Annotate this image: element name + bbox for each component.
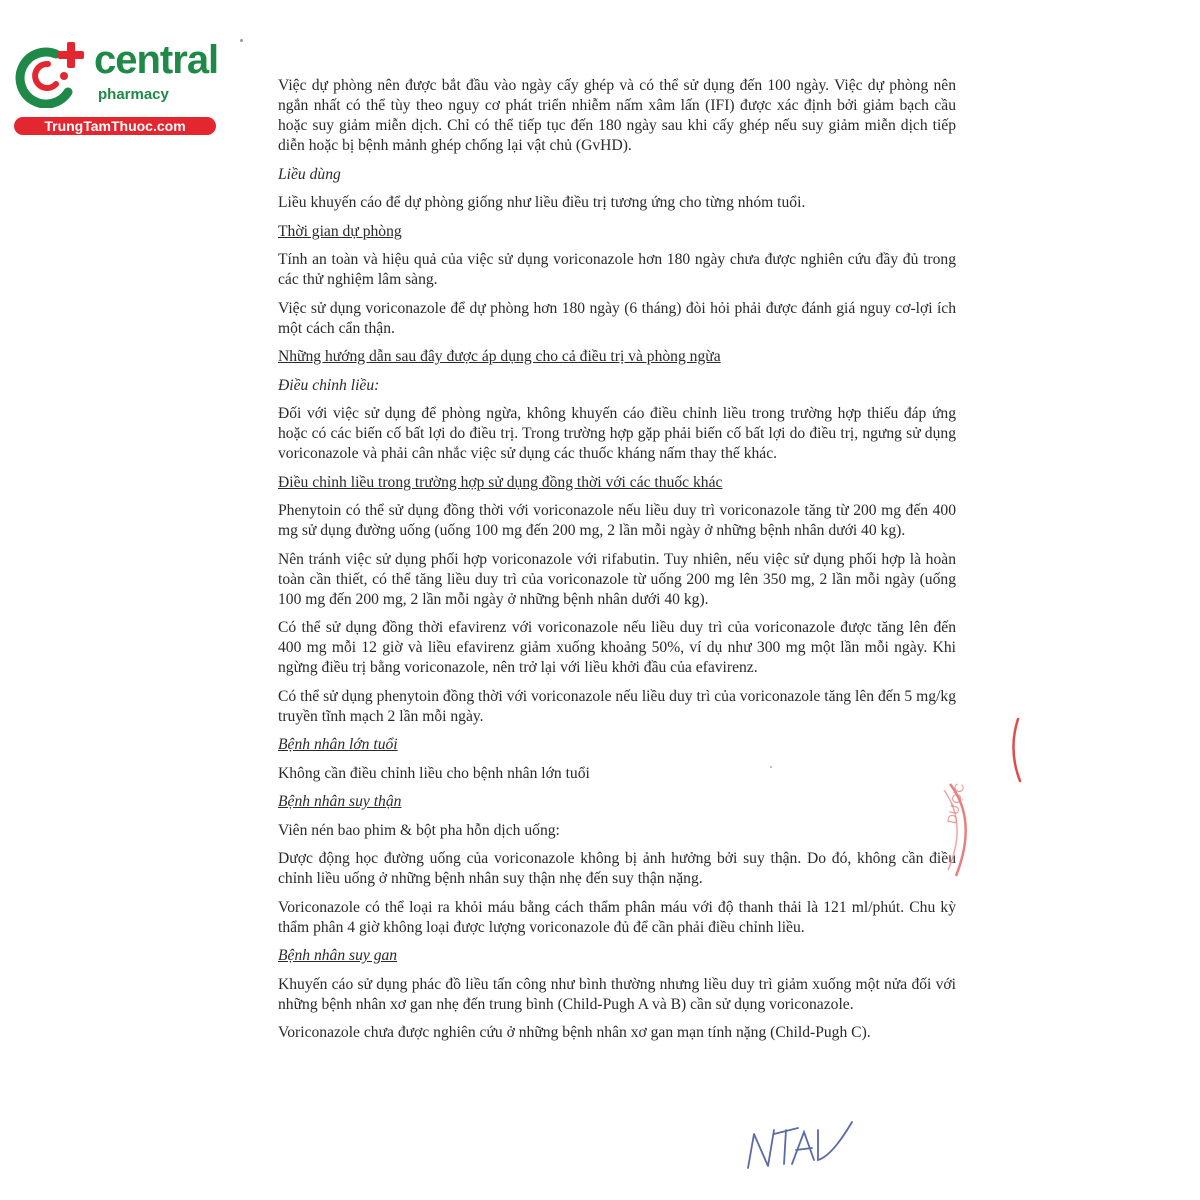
logo-subtitle: pharmacy (98, 86, 169, 103)
section-heading: Thời gian dự phòng (278, 222, 402, 240)
section-heading: Điều chỉnh liều: (278, 376, 380, 394)
paragraph: Khuyến cáo sử dụng phác đồ liều tấn công như bình thường nhưng liều duy trì giảm xuống một nửa đối với những bệnh nhân xơ gan nhẹ đến trung bình (Child-Pugh A và B) cần sử dụng voriconazole. (278, 975, 956, 1013)
document-body (278, 76, 956, 1052)
paragraph: Nên tránh việc sử dụng phối hợp voriconazole với rifabutin. Tuy nhiên, nếu việc sử dụng phối hợp là hoàn toàn cần thiết, có thể tăng liều duy trì của voriconazole từ uống 200 mg lên 350 mg, 2 lần mỗi ngày (uống 100 mg đến 200 mg, 2 lần mỗi ngày ở những bệnh nhân dưới 40 kg). (278, 550, 956, 608)
paragraph: Voriconazole có thể loại ra khỏi máu bằng cách thẩm phân máu với độ thanh thải là 121 ml/phút. Chu kỳ thẩm phân 4 giờ không loại được lượng voriconazole đủ để cần phải điều chỉnh liều. (278, 898, 956, 936)
pharmacy-cross-icon (12, 40, 88, 108)
stamp-partial-text: DƯỢC (944, 781, 968, 826)
paragraph: Dược động học đường uống của voriconazole không bị ảnh hưởng bởi suy thận. Do đó, không cần điều chỉnh liều uống ở những bệnh nhân suy thận nhẹ đến suy thận nặng. (278, 850, 956, 887)
paragraph: Đối với việc sử dụng để phòng ngừa, không khuyến cáo điều chỉnh liều trong trường hợp thiếu đáp ứng hoặc có các biến cố bất lợi do điều trị. Trong trường hợp gặp phải biến cố bất lợi do điều trị, ngưng sử dụng voriconazole và phải cân nhắc việc sử dụng các thuốc kháng nấm thay thế khác. (278, 405, 956, 462)
section-heading: Những hướng dẫn sau đây được áp dụng cho cả điều trị và phòng ngừa (278, 348, 721, 365)
paragraph: Tính an toàn và hiệu quả của việc sử dụng voriconazole hơn 180 ngày chưa được nghiên cứu đầy đủ trong các thử nghiệm lâm sàng. (278, 251, 956, 288)
paragraph: Có thể sử dụng phenytoin đồng thời với voriconazole nếu liều duy trì của voriconazole tăng lên đến 5 mg/kg truyền tĩnh mạch 2 lần mỗi ngày. (278, 687, 956, 725)
section-heading: Liều dùng (278, 165, 341, 183)
paragraph: Việc dự phòng nên được bắt đầu vào ngày cấy ghép và có thể sử dụng đến 100 ngày. Việc dự phòng nên ngắn nhất có thể tùy theo nguy cơ phát triển nhiễm nấm xâm lấn (IFI) được xác định bởi giảm bạch cầu hoặc suy giảm miễn dịch. Chỉ có thể tiếp tục đến 180 ngày sau khi cấy ghép nếu suy giảm miễn dịch tiếp diễn hoặc bị bệnh mảnh ghép chống lại vật chủ (GvHD). (278, 77, 956, 154)
paragraph: Không cần điều chỉnh liều cho bệnh nhân lớn tuổi (278, 764, 590, 782)
section-heading: Bệnh nhân suy gan (278, 947, 398, 964)
handwritten-signature (740, 1110, 860, 1180)
paragraph: Việc sử dụng voriconazole để dự phòng hơn 180 ngày (6 tháng) đòi hỏi phải được đánh giá nguy cơ-lợi ích một cách cẩn thận. (278, 299, 956, 337)
section-heading: Điều chỉnh liều trong trường hợp sử dụng đồng thời với các thuốc khác (278, 473, 723, 491)
section-heading: Bệnh nhân suy thận (278, 793, 402, 810)
section-heading: Bệnh nhân lớn tuổi (278, 736, 398, 753)
paragraph: Liều khuyến cáo để dự phòng giống như liều điều trị tương ứng cho từng nhóm tuổi. (278, 194, 806, 211)
logo-website-link[interactable]: TrungTamThuoc.com (14, 117, 216, 135)
central-pharmacy-logo (8, 36, 223, 136)
scan-artifact (240, 39, 243, 42)
paragraph: Có thể sử dụng đồng thời efavirenz với voriconazole nếu liều duy trì của voriconazole được tăng lên đến 400 mg mỗi 12 giờ và liều efavirenz giảm xuống khoảng 50%, ví dụ như 300 mg một lần mỗi ngày. Khi ngừng điều trị bằng voriconazole, nên trở lại với liều khởi đầu của efavirenz. (278, 619, 956, 676)
paragraph: Viên nén bao phim & bột pha hỗn dịch uống: (278, 821, 560, 839)
paragraph: Phenytoin có thể sử dụng đồng thời với voriconazole nếu liều duy trì voriconazole tăng từ 200 mg đến 400 mg sử dụng đường uống (uống 100 mg đến 200 mg, 2 lần mỗi ngày ở những bệnh nhân dưới 40 kg). (278, 502, 956, 539)
logo-brand-text: central (94, 38, 219, 82)
stamp-edge-mark (1000, 715, 1030, 785)
paragraph: Voriconazole chưa được nghiên cứu ở những bệnh nhân xơ gan mạn tính nặng (Child-Pugh C). (278, 1024, 871, 1041)
